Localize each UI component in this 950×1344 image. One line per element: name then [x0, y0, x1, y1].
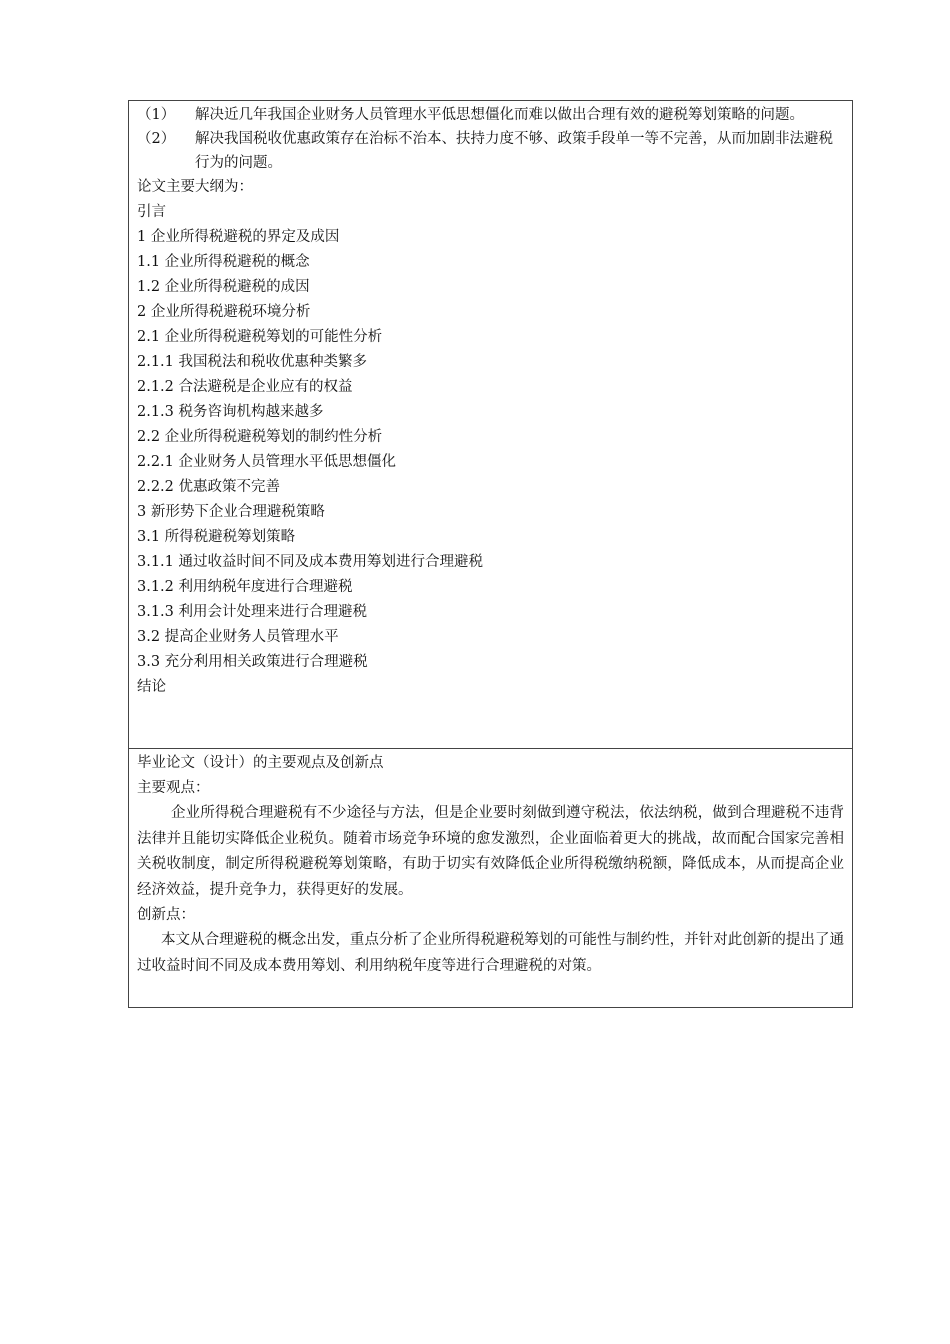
outline-item: 3.3 充分利用相关政策进行合理避税	[137, 654, 368, 670]
outline-heading: 论文主要大纲为：	[137, 179, 253, 195]
points-heading: 毕业论文（设计）的主要观点及创新点	[137, 755, 384, 771]
outline-cell	[129, 101, 852, 749]
outline-item: 2.1.1 我国税法和税收优惠种类繁多	[137, 354, 368, 370]
outline-item: 3.1.1 通过收益时间不同及成本费用筹划进行合理避税	[137, 554, 484, 570]
outline-item: 3 新形势下企业合理避税策略	[137, 504, 325, 520]
outline-item: 2.1.2 合法避税是企业应有的权益	[137, 379, 353, 395]
outline-item: 2.1.3 税务咨询机构越来越多	[137, 404, 324, 420]
outline-item: 3.2 提高企业财务人员管理水平	[137, 629, 339, 645]
problem-text: 解决我国税收优惠政策存在治标不治本、扶持力度不够、政策手段单一等不完善，从而加剧非法避税行为的问题。	[195, 131, 833, 171]
outline-item: 1 企业所得税避税的界定及成因	[137, 229, 340, 245]
points-cell	[129, 749, 852, 1007]
outline-item: 2.2.1 企业财务人员管理水平低思想僵化	[137, 454, 397, 470]
outline-item: 1.2 企业所得税避税的成因	[137, 279, 310, 295]
document-table	[128, 100, 853, 1008]
outline-item: 2.2 企业所得税避税筹划的制约性分析	[137, 429, 383, 445]
innovation-label: 创新点：	[137, 907, 195, 923]
problem-item	[137, 103, 844, 127]
outline-item: 3.1 所得税避税筹划策略	[137, 529, 296, 545]
outline-item: 1.1 企业所得税避税的概念	[137, 254, 310, 270]
problem-number: （1）	[137, 107, 176, 123]
main-points-label: 主要观点：	[137, 780, 210, 796]
outline-item: 2.1 企业所得税避税筹划的可能性分析	[137, 329, 383, 345]
innovation-paragraph: 本文从合理避税的概念出发，重点分析了企业所得税避税筹划的可能性与制约性，并针对此创新的提出了通过收益时间不同及成本费用筹划、利用纳税年度等进行合理避税的对策。	[137, 932, 844, 974]
outline-item: 3.1.2 利用纳税年度进行合理避税	[137, 579, 353, 595]
problem-text: 解决近几年我国企业财务人员管理水平低思想僵化而难以做出合理有效的避税筹划策略的问题。	[195, 107, 804, 123]
outline-item: 2 企业所得税避税环境分析	[137, 304, 311, 320]
problem-number: （2）	[137, 131, 176, 147]
outline-item: 引言	[137, 204, 166, 220]
problem-item	[137, 127, 844, 175]
outline-item: 结论	[137, 679, 166, 695]
outline-item: 2.2.2 优惠政策不完善	[137, 479, 281, 495]
outline-item: 3.1.3 利用会计处理来进行合理避税	[137, 604, 368, 620]
main-points-paragraph: 企业所得税合理避税有不少途径与方法，但是企业要时刻做到遵守税法，依法纳税，做到合理避税不违背法律并且能切实降低企业税负。随着市场竞争环境的愈发激烈，企业面临着更大的挑战，故而配合国家完善相关税收制度，制定所得税避税筹划策略，有助于切实有效降低企业所得税缴纳税额，降低成本，从而提高企业经济效益，提升竞争力，获得更好的发展。	[137, 805, 844, 898]
